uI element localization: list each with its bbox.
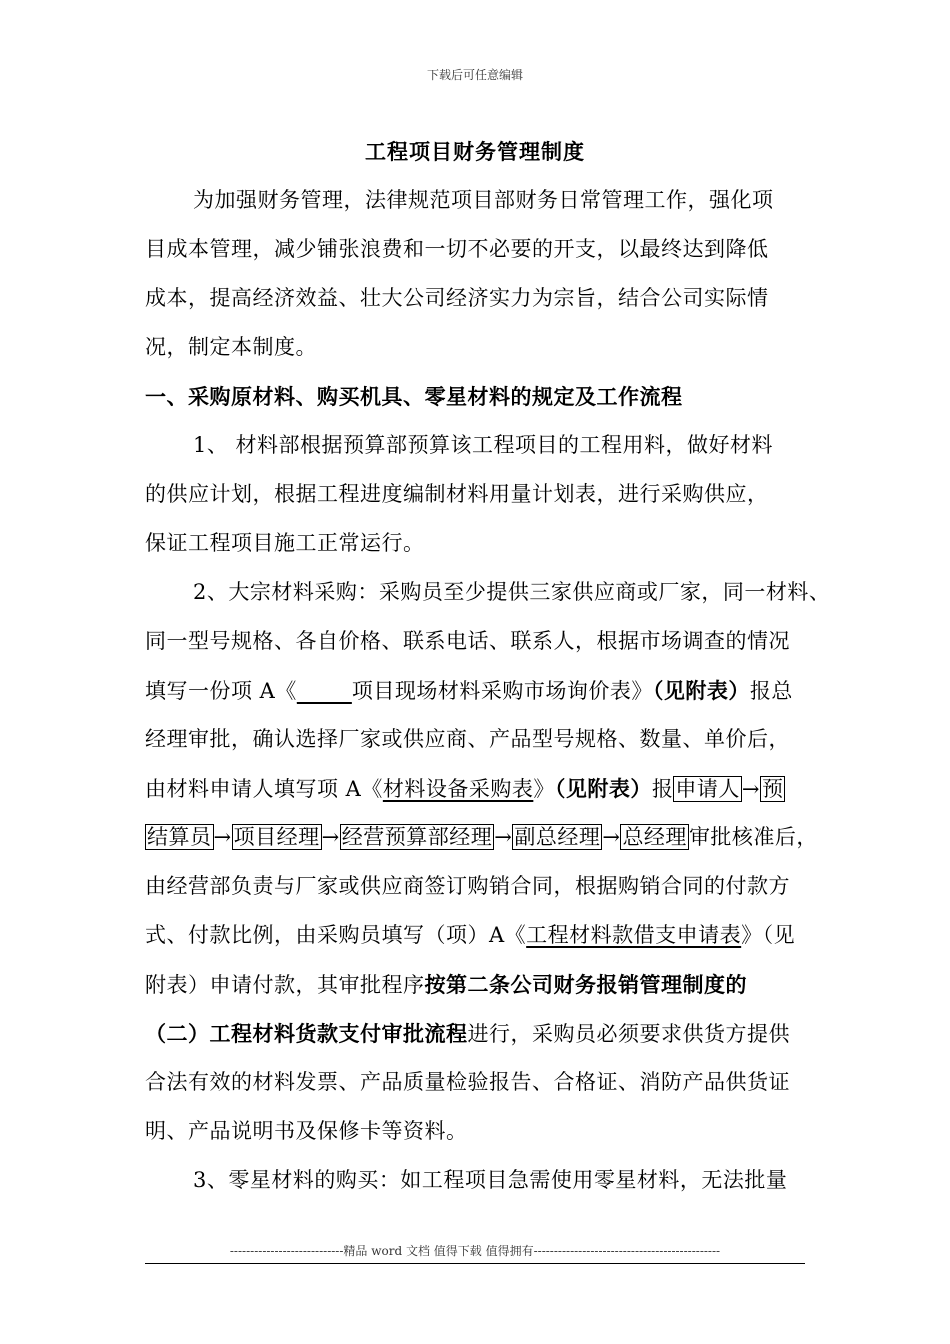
text-span: 审批核准后， xyxy=(688,825,818,849)
footer-divider xyxy=(145,1263,805,1264)
item2-line: 同一型号规格、各自价格、联系电话、联系人，根据市场调查的情况 xyxy=(145,629,790,653)
item2-line: 2、大宗材料采购：采购员至少提供三家供应商或厂家，同一材料、 xyxy=(193,580,831,604)
text-span: 进行，采购员必须要求供货方提供 xyxy=(467,1022,790,1046)
item2-line: 合法有效的材料发票、产品质量检验报告、合格证、消防产品供货证 xyxy=(145,1070,790,1094)
intro-line: 目成本管理，减少铺张浪费和一切不必要的开支，以最终达到降低 xyxy=(145,237,769,261)
item1-line: 1、 材料部根据预算部预算该工程项目的工程用料，做好材料 xyxy=(193,433,774,457)
item2-line xyxy=(145,813,818,862)
text-span: 附表）申请付款，其审批程序 xyxy=(145,973,425,997)
section-heading: 一、采购原材料、购买机具、零星材料的规定及工作流程 xyxy=(145,384,683,409)
intro-line: 为加强财务管理，法律规范项目部财务日常管理工作，强化项 xyxy=(193,188,774,212)
form-name: 项目现场材料采购市场询价表》 xyxy=(351,679,653,703)
document-title: 工程项目财务管理制度 xyxy=(365,139,585,164)
item2-line: 由经营部负责与厂家或供应商签订购销合同，根据购销合同的付款方 xyxy=(145,874,790,898)
text-span: 》 xyxy=(533,777,555,801)
item2-line xyxy=(145,960,815,1009)
approval-step-settlement: 结算员 xyxy=(147,825,212,849)
see-attachment: （见附表） xyxy=(652,678,750,703)
text-span: 报总 xyxy=(749,679,793,703)
arrow-icon: → xyxy=(602,825,621,849)
item1-line: 保证工程项目施工正常运行。 xyxy=(145,531,425,555)
header-note: 下载后可任意编辑 xyxy=(426,68,523,82)
text-span: 》（见 xyxy=(741,923,796,947)
document-body xyxy=(145,176,831,1205)
item2-line xyxy=(145,1009,815,1058)
see-attachment: （见附表） xyxy=(554,776,652,801)
approval-step-budget-manager: 经营预算部经理 xyxy=(341,825,493,849)
item2-line xyxy=(145,764,815,813)
approval-step-deputy-gm: 副总经理 xyxy=(514,825,601,849)
form-name: 工程材料款借支申请表 xyxy=(526,923,742,947)
intro-line: 况，制定本制度。 xyxy=(145,335,317,359)
arrow-icon: → xyxy=(494,825,513,849)
arrow-icon: → xyxy=(741,777,760,801)
item2-line xyxy=(145,911,815,960)
text-span: 报 xyxy=(651,777,674,801)
item2-line xyxy=(145,666,815,715)
approval-step-settlement: 预 xyxy=(761,777,784,801)
text-span: 填写一份项 A《 xyxy=(145,679,297,703)
item2-line: 经理审批，确认选择厂家或供应商、产品型号规格、数量、单价后， xyxy=(145,727,790,751)
footer-note: ----------------------------精品 word 文档 值得下载 值得拥有---------------------------------------------- xyxy=(229,1244,721,1258)
approval-step-project-manager: 项目经理 xyxy=(233,825,320,849)
text-span: 式、付款比例，由采购员填写（项）A《 xyxy=(145,923,527,947)
intro-line: 成本，提高经济效益、壮大公司经济实力为宗旨，结合公司实际情 xyxy=(145,286,769,310)
approval-step-applicant: 申请人 xyxy=(675,777,740,801)
blank-field: _____ xyxy=(296,679,352,703)
item1-line: 的供应计划，根据工程进度编制材料用量计划表，进行采购供应， xyxy=(145,482,769,506)
text-span: 由材料申请人填写项 A《 xyxy=(145,777,383,801)
approval-step-gm: 总经理 xyxy=(622,825,687,849)
arrow-icon: → xyxy=(321,825,340,849)
item2-line: 明、产品说明书及保修卡等资料。 xyxy=(145,1119,468,1143)
form-name: 材料设备采购表 xyxy=(382,777,534,801)
bold-reference: （二）工程材料货款支付审批流程 xyxy=(145,1021,468,1046)
arrow-icon: → xyxy=(213,825,232,849)
item3-line: 3、零星材料的购买：如工程项目急需使用零星材料，无法批量 xyxy=(193,1168,788,1192)
bold-reference: 按第二条公司财务报销管理制度的 xyxy=(424,972,747,997)
